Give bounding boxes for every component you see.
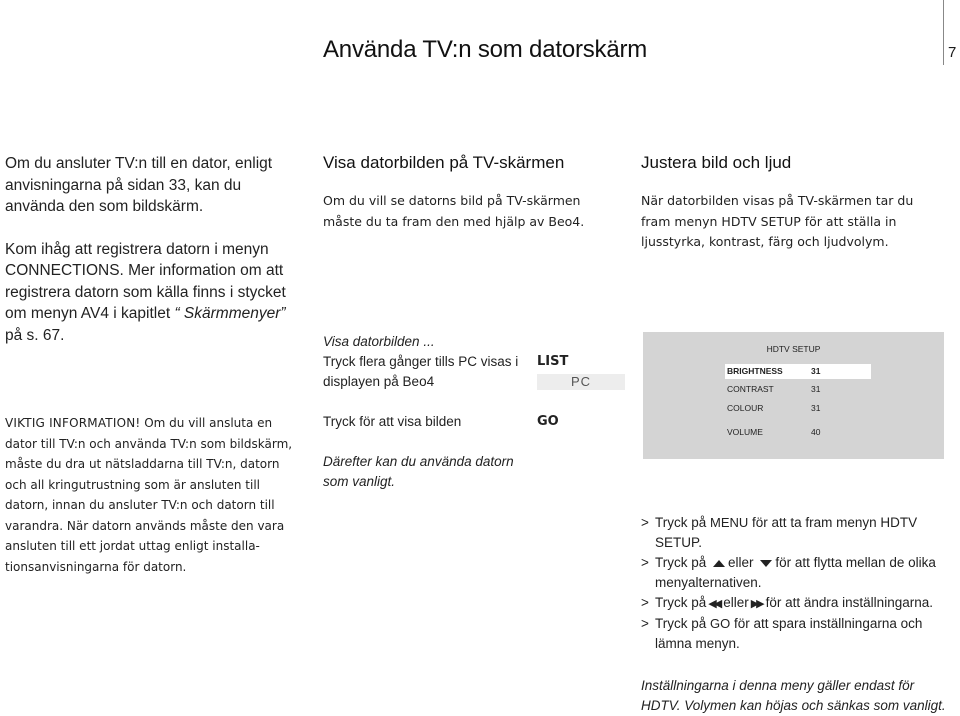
- warning-heading: VIKTIG INFORMATION!: [5, 416, 141, 430]
- menu-item-value: 31: [811, 366, 821, 376]
- bullet-marker: >: [641, 555, 649, 570]
- arrow-left-double-icon: ◀◀: [708, 598, 720, 610]
- menu-item-value: 40: [811, 427, 821, 437]
- page-number: 7: [948, 44, 957, 61]
- list-key: LIST: [537, 354, 569, 369]
- intro-paragraph-2: [5, 239, 290, 347]
- instruction-text: Tryck på: [655, 555, 707, 570]
- mid-intro-text: Om du vill se datorns bild på TV-skärmen måste du ta fram den med hjälp av Beo4.: [323, 193, 585, 229]
- intro-p2-end: på s. 67.: [5, 326, 65, 344]
- menu-item-value: 31: [811, 403, 821, 413]
- bullet-marker: >: [641, 515, 649, 530]
- menu-item-label: COLOUR: [727, 403, 764, 413]
- warning-text: Om du vill ansluta en dator till TV:n och använda TV:n som bildskärm, måste du dra ut nätsladdarna till TV:n, datorn och all kringutrustning som är ansluten till datorn, innan du ansluter TV:n och datorn till varandra. När datorn används måste den vara ansluten till ett jordat uttag enligt installa- tionsanvisningarna för datorn.: [5, 416, 293, 574]
- menu-key: MENU: [710, 515, 749, 530]
- mid-heading: Visa datorbilden på TV-skärmen: [323, 153, 565, 172]
- right-heading: Justera bild och ljud: [641, 153, 792, 172]
- instruction-list: [641, 513, 941, 654]
- menu-item-brightness[interactable]: [725, 364, 871, 379]
- menu-item-volume[interactable]: [725, 425, 871, 440]
- right-intro-text: När datorbilden visas på TV-skärmen tar du fram menyn HDTV SETUP för att ställa in ljusstyrka, kontrast, färg och ljudvolym.: [641, 193, 914, 249]
- instruction-text: Tryck på: [655, 595, 707, 610]
- page-title: Använda TV:n som datorskärm: [323, 36, 648, 63]
- menu-item-label: VOLUME: [727, 427, 763, 437]
- instruction-text: för att ta fram menyn HDTV SETUP.: [655, 515, 918, 550]
- instruction-text: för att flytta mellan de olika menyalternativen.: [655, 555, 936, 590]
- menu-item-colour[interactable]: [725, 401, 871, 416]
- bullet-marker: >: [641, 616, 649, 631]
- warning-block: [5, 413, 295, 577]
- go-key: GO: [710, 616, 731, 631]
- hdtv-setup-menu: [643, 332, 944, 459]
- go-key: GO: [537, 414, 559, 429]
- intro-p2-chapter: “ Skärmmenyer”: [174, 305, 286, 322]
- step-title: Visa datorbilden ...: [323, 334, 435, 349]
- intro-p2-start: Kom ihåg att registrera datorn i menyn CONNECTIONS. Mer information om att registrera datorn som källa finns i stycket om menyn AV4 i kapitlet: [5, 240, 286, 322]
- after-text: Därefter kan du använda datorn som vanligt.: [323, 454, 514, 489]
- arrow-right-double-icon: ▶▶: [750, 598, 762, 610]
- menu-item-value: 31: [811, 384, 821, 394]
- arrow-up-icon: [713, 560, 725, 567]
- step2-text: Tryck för att visa bilden: [323, 414, 462, 429]
- instruction-item: [641, 593, 941, 614]
- instruction-text: Tryck på: [655, 515, 711, 530]
- instruction-item: [641, 553, 941, 593]
- instruction-item: [641, 513, 941, 553]
- instruction-text: Tryck på: [655, 616, 711, 631]
- instruction-text: eller: [728, 555, 754, 570]
- menu-item-label: CONTRAST: [727, 384, 774, 394]
- step1-text: Tryck flera gånger tills PC visas i displayen på Beo4: [323, 354, 519, 389]
- intro-text: [5, 153, 290, 346]
- intro-paragraph-1: Om du ansluter TV:n till en dator, enligt anvisningarna på sidan 33, kan du använda den som bildskärm.: [5, 155, 273, 215]
- footnote: Inställningarna i denna meny gäller endast för HDTV. Volymen kan höjas och sänkas som vanligt.: [641, 678, 946, 713]
- bullet-marker: >: [641, 595, 649, 610]
- instruction-text: eller: [723, 595, 749, 610]
- page-corner-rule: [943, 0, 944, 65]
- beo4-display: PC: [537, 374, 625, 390]
- menu-item-label: BRIGHTNESS: [727, 366, 783, 376]
- instruction-text: för att ändra inställningarna.: [765, 595, 933, 610]
- instruction-item: [641, 614, 941, 654]
- menu-item-contrast[interactable]: [725, 382, 871, 397]
- arrow-down-icon: [760, 560, 772, 567]
- menu-title: HDTV SETUP: [766, 344, 821, 354]
- instruction-text: för att spara inställningarna och lämna menyn.: [655, 616, 923, 651]
